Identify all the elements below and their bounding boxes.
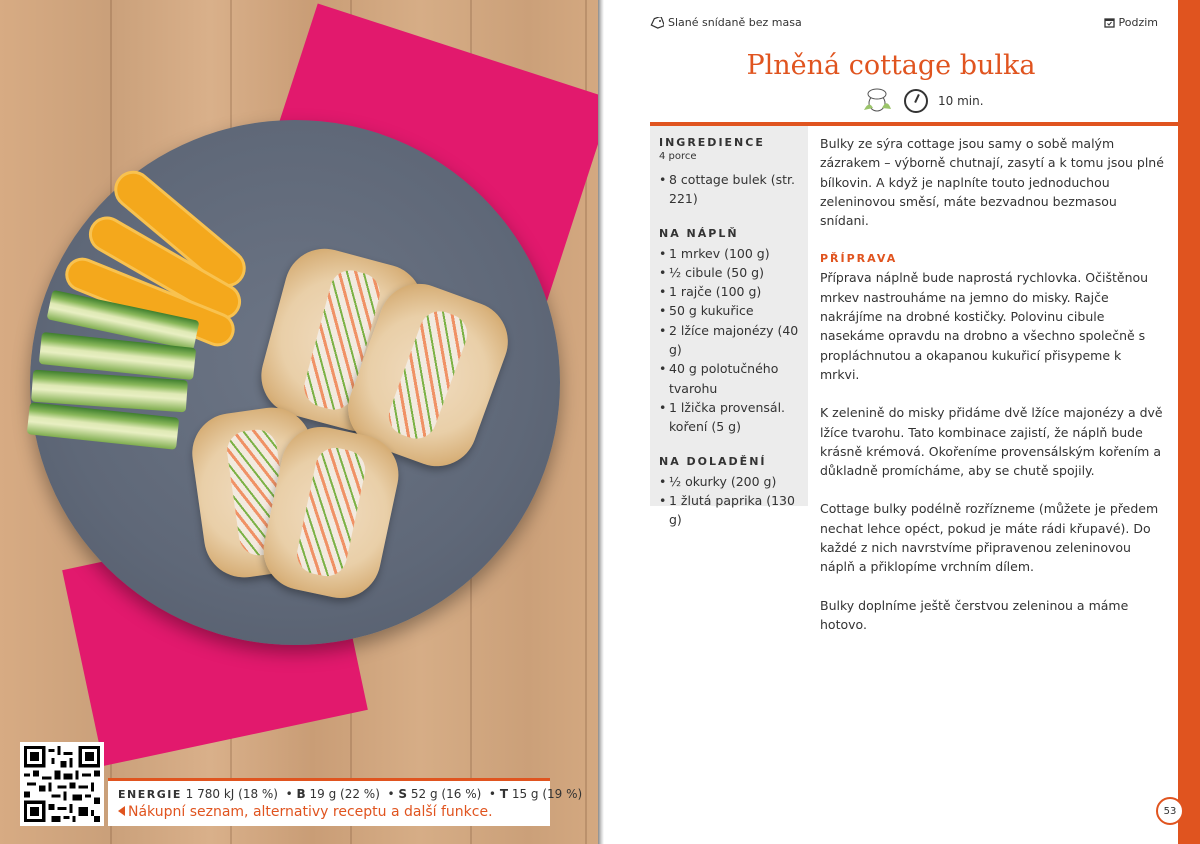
page-number: 53 [1156, 797, 1184, 825]
fat-label: T [499, 787, 508, 801]
preparation-heading: PŘÍPRAVA [820, 252, 898, 266]
clock-icon [904, 89, 928, 113]
base-list [659, 170, 800, 209]
carbs-value: 52 g (16 %) [410, 787, 482, 801]
promo-text: Nákupní seznam, alternativy receptu a další funkce. [128, 804, 493, 820]
ingredient-item: • 40 g polotučného tvarohu [659, 359, 800, 398]
ingredient-item: • 1 žlutá paprika (130 g) [659, 491, 800, 530]
nutrition-box [108, 778, 583, 826]
category [650, 16, 802, 29]
page-header [650, 16, 1158, 29]
ingredient-item: • 50 g kukuřice [659, 301, 800, 320]
protein-value: 19 g (22 %) [309, 787, 380, 801]
fat-value: 15 g (19 %) [511, 787, 583, 801]
step-paragraph: Bulky doplníme ještě čerstvou zeleninou a máme hotovo. [820, 597, 1129, 632]
prep-time: 10 min. [938, 94, 984, 108]
intro-text: Bulky ze sýra cottage jsou samy o sobě malým zázrakem – výborně chutnají, zasytí a k tomu jsou plné bílkovin. A když je naplníte touto jednoduchou zeleninovou směsí, máte bezvadnou bezmasou snídani. [820, 136, 1164, 229]
category-label: Slané snídaně bez masa [668, 16, 802, 29]
step-paragraph: Cottage bulky podélně rozřízneme (můžete je předem nechat lehce opéct, pokud je máte rádi křupavé). Do každé z nich navrstvíme připravenou zeleninovou náplň a přiklopíme vrchním dílem. [820, 501, 1159, 575]
finish-heading: NA DOLADĚNÍ [659, 454, 767, 468]
step-paragraph: Příprava náplně bude naprostá rychlovka. Očištěnou mrkev nastrouháme na jemno do misky. Rajče nakrájíme na drobné kostičky. Polovinu cibule nasekáme opravdu na drobno a všechno společně s propláchnutou a okapanou kukuřicí přisypeme k mrkvi. [820, 270, 1149, 382]
ingredients-heading: INGREDIENCE [659, 136, 765, 149]
recipe-title: Plněná cottage bulka [746, 50, 1036, 81]
tag-icon [650, 17, 664, 29]
ingredient-item: • ½ cibule (50 g) [659, 263, 800, 282]
ingredient-item: • 1 lžička provensál. koření (5 g) [659, 398, 800, 437]
qr-code[interactable] [20, 742, 104, 826]
recipe-page [604, 0, 1178, 844]
edge-strip [1178, 0, 1200, 844]
ingredient-item: • ½ okurky (200 g) [659, 472, 800, 491]
season [1104, 16, 1159, 29]
recipe-body [820, 134, 1164, 653]
ingredient-item: • 1 rajče (100 g) [659, 282, 800, 301]
recipe-meta [860, 88, 984, 114]
chef-icon [860, 88, 894, 114]
ingredients-panel [650, 126, 808, 528]
ingredient-item: • 2 lžíce majonézy (40 g) [659, 321, 800, 360]
ingredient-item: • 1 mrkev (100 g) [659, 244, 800, 263]
season-label: Podzim [1118, 16, 1158, 29]
carbs-label: S [398, 787, 408, 801]
filling-list [659, 244, 800, 437]
triangle-left-icon [118, 806, 125, 816]
protein-label: B [296, 787, 306, 801]
servings: 4 porce [659, 151, 697, 162]
ingredient-item: • 8 cottage bulek (str. 221) [659, 170, 800, 209]
nutrition-line: ENERGIE 1 780 kJ (18 %) • B 19 g (22 %) • S 52 g (16 %) • T 15 g (19 %) [118, 787, 583, 801]
filling-heading: NA NÁPLŇ [659, 226, 739, 240]
energy-value: 1 780 kJ (18 %) [185, 787, 278, 801]
energy-label: ENERGIE [118, 788, 182, 801]
step-paragraph: K zelenině do misky přidáme dvě lžíce majonézy a dvě lžíce tvarohu. Tato kombinace zajistí, že náplň bude krásně krémová. Okořeníme provensálským kořením a důkladně promícháme, aby se chutě spojily. [820, 405, 1163, 479]
calendar-icon [1104, 17, 1115, 28]
promo-link[interactable] [118, 804, 540, 820]
finish-list [659, 472, 800, 530]
